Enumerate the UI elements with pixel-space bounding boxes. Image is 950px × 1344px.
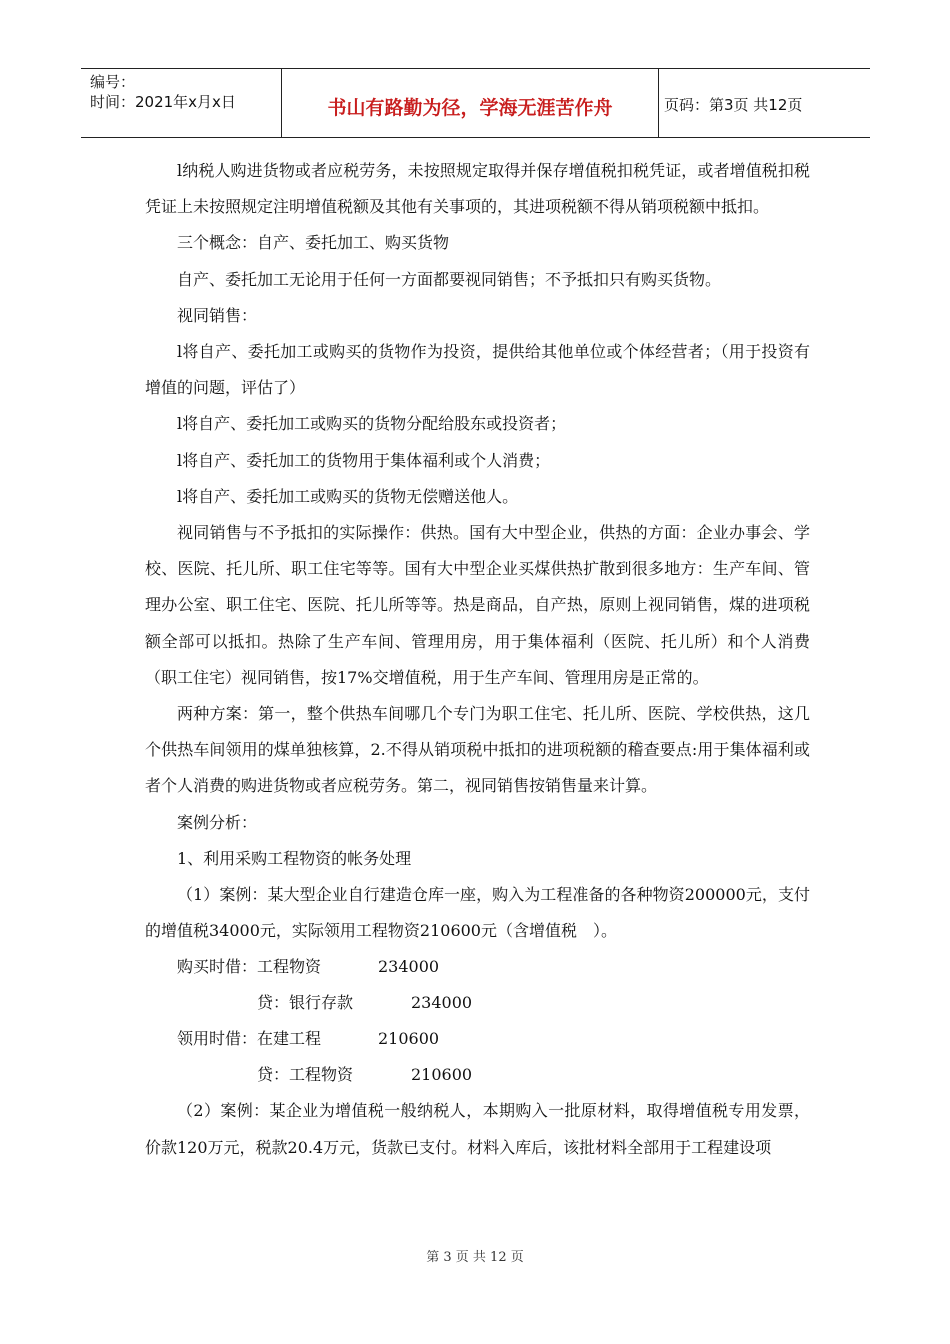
paragraph: 视同销售与不予抵扣的实际操作：供热。国有大中型企业，供热的方面：企业办事会、学校、医院、托儿所、职工住宅等等。国有大中型企业买煤供热扩散到很多地方：生产车间、管理办公室、职工住宅、医院、托儿所等等。热是商品，自产热，原则上视同销售，煤的进项税额全部可以抵扣。热除了生产车间、管理用房，用于集体福利（医院、托儿所）和个人消费（职工住宅）视同销售，按17%交增值税，用于生产车间、管理用房是正常的。 <box>145 523 810 687</box>
ledger-entry <box>145 949 810 985</box>
paragraph: 两种方案：第一，整个供热车间哪几个专门为职工住宅、托儿所、医院、学校供热，这几个供热车间领用的煤单独核算，2.不得从销项税中抵扣的进项税额的稽查要点:用于集体福利或者个人消费的购进货物或者应税劳务。第二，视同销售按销售量来计算。 <box>145 704 810 796</box>
ledger-label: 领用时借： <box>177 1029 258 1049</box>
page-number-label: 页码：第3页 共12页 <box>664 96 803 114</box>
ledger-amount: 210600 <box>411 1065 473 1085</box>
paragraph: l纳税人购进货物或者应税劳务，未按照规定取得并保存增值税扣税凭证，或者增值税扣税凭证上未按照规定注明增值税额及其他有关事项的，其进项税额不得从销项税额中抵扣。 <box>145 161 810 217</box>
ledger-account: 工程物资 <box>257 957 322 977</box>
header-meta-cell <box>81 69 282 137</box>
page-header <box>81 68 870 138</box>
section-heading: 1、利用采购工程物资的帐务处理 <box>177 848 412 868</box>
serial-number-label: 编号： <box>90 73 136 91</box>
motto-text: 书山有路勤为径，学海无涯苦作舟 <box>327 97 613 119</box>
paragraph: （1）案例：某大型企业自行建造仓库一座，购入为工程准备的各种物资200000元，支付的增值税34000元，实际领用工程物资210600元（含增值税 ）。 <box>145 885 810 941</box>
paragraph: 三个概念：自产、委托加工、购买货物 <box>177 233 450 253</box>
paragraph: 自产、委托加工无论用于任何一方面都要视同销售；不予抵扣只有购买货物。 <box>177 269 722 289</box>
header-page-cell <box>659 69 870 137</box>
header-motto-cell <box>282 69 659 137</box>
ledger-account: 在建工程 <box>257 1029 322 1049</box>
list-item: l将自产、委托加工或购买的货物分配给股东或投资者； <box>177 414 567 434</box>
page-footer: 第 3 页 共 12 页 <box>426 1250 524 1265</box>
section-heading: 视同销售： <box>177 305 258 325</box>
paragraph: （2）案例：某企业为增值税一般纳税人，本期购入一批原材料，取得增值税专用发票，价款120万元，税款20.4万元，货款已支付。材料入库后，该批材料全部用于工程建设项 <box>145 1101 810 1157</box>
ledger-account: 贷：工程物资 <box>257 1065 354 1085</box>
list-item: l将自产、委托加工的货物用于集体福利或个人消费； <box>177 450 551 470</box>
ledger-entry <box>145 985 810 1021</box>
ledger-entry <box>145 1057 810 1093</box>
list-item: l将自产、委托加工或购买的货物无偿赠送他人。 <box>177 486 519 506</box>
ledger-entry <box>145 1021 810 1057</box>
ledger-amount: 210600 <box>378 1029 440 1049</box>
section-heading: 案例分析： <box>177 812 258 832</box>
ledger-amount: 234000 <box>411 993 473 1013</box>
ledger-account: 贷：银行存款 <box>257 993 354 1013</box>
ledger-label: 购买时借： <box>177 957 258 977</box>
date-label: 时间：2021年x月x日 <box>90 93 236 111</box>
ledger-amount: 234000 <box>378 957 440 977</box>
document-body <box>145 153 810 1166</box>
list-item: l将自产、委托加工或购买的货物作为投资，提供给其他单位或个体经营者；（用于投资有增值的问题，评估了） <box>145 342 810 398</box>
